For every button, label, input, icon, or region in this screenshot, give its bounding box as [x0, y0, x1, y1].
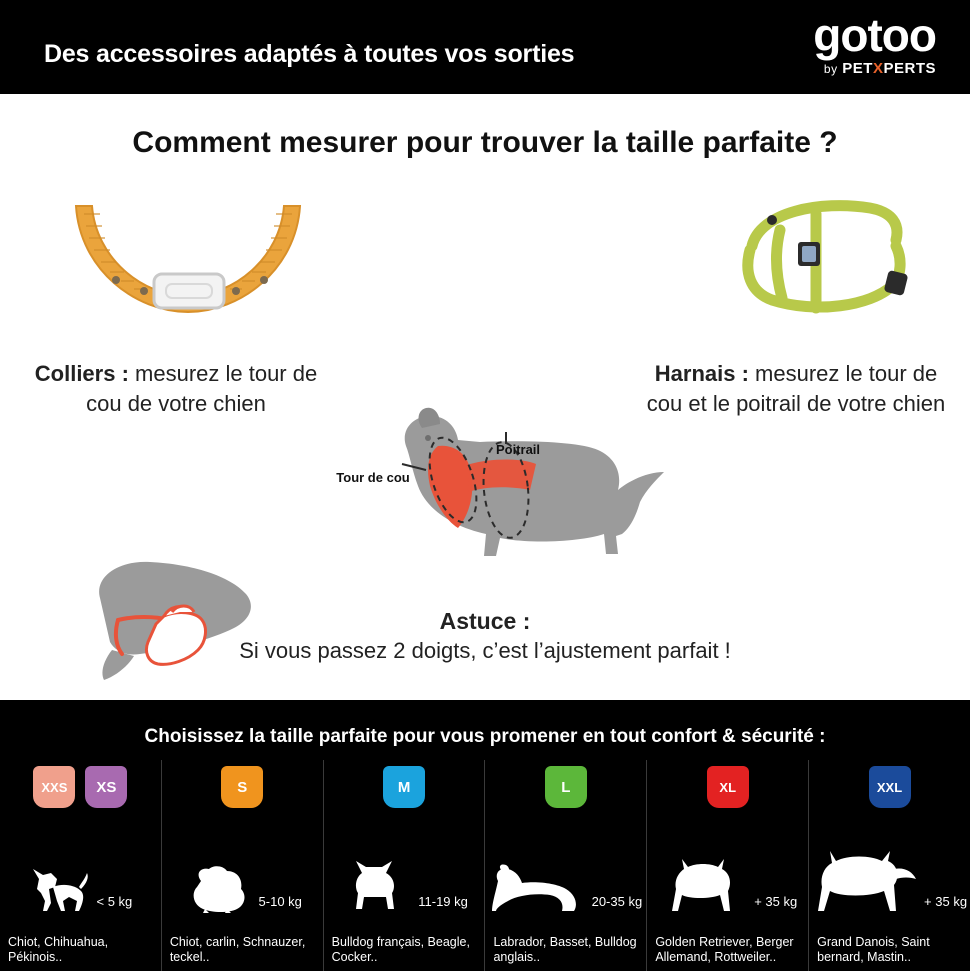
size-column-xxs-xs: [0, 760, 162, 971]
chihuahua-silhouette-icon: [29, 867, 91, 913]
dog-silhouette-row: [324, 859, 485, 913]
harness-caption-text: mesurez le tour de cou et le poitrail de votre chien: [646, 361, 946, 416]
breeds-l: Labrador, Basset, Bulldog anglais..: [493, 935, 637, 964]
rottweiler-silhouette-icon: [658, 857, 748, 913]
chest-measure-label: Poitrail: [495, 442, 541, 457]
tip-text: Si vous passez 2 doigts, c’est l’ajustement parfait !: [239, 638, 731, 663]
badge-group: [647, 766, 808, 808]
collar-caption-bold: Colliers :: [34, 361, 129, 386]
size-column-l: [485, 760, 647, 971]
weight-range-xxl: + 35 kg: [924, 894, 968, 909]
logo-wordmark: gotoo: [813, 9, 936, 61]
tip-block: [120, 606, 850, 666]
badge-group: [809, 766, 970, 808]
harness-illustration: [720, 194, 920, 324]
badge-group: [162, 766, 323, 808]
breeds-xl: Golden Retriever, Berger Allemand, Rottweiler..: [655, 935, 794, 964]
dog-silhouette-row: [0, 867, 161, 913]
weight-range-xl: + 35 kg: [754, 894, 798, 909]
size-badge-xxs: XXS: [33, 766, 75, 808]
brand-logo: [813, 9, 936, 77]
size-column-xxl: [809, 760, 970, 971]
logo-by-text: by: [823, 62, 838, 76]
collar-caption: [26, 359, 326, 419]
weight-range-m: 11-19 kg: [418, 894, 468, 909]
tip-title: Astuce :: [439, 608, 531, 634]
labrador-silhouette-icon: [490, 863, 586, 913]
badge-group: [485, 766, 646, 808]
banner-title: Des accessoires adaptés à toutes vos sorties: [44, 40, 575, 68]
page-title: Comment mesurer pour trouver la taille parfaite ?: [132, 126, 838, 159]
size-chart-section: [0, 700, 970, 971]
main-section: [0, 94, 970, 700]
size-column-xl: [647, 760, 809, 971]
badge-group: [0, 766, 161, 808]
french-bulldog-silhouette-icon: [340, 859, 412, 913]
logo-brand-part1: PET: [842, 60, 873, 77]
weight-range-l: 20-35 kg: [591, 894, 643, 909]
neck-measure-label: Tour de cou: [336, 470, 410, 485]
breeds-m: Bulldog français, Beagle, Cocker..: [331, 935, 470, 964]
collar-caption-text: mesurez le tour de cou de votre chien: [86, 361, 318, 416]
weight-range-xxs-xs: < 5 kg: [96, 894, 133, 909]
dog-silhouette-row: [809, 851, 970, 913]
great-dane-silhouette-icon: [812, 851, 918, 913]
size-columns: [0, 760, 970, 971]
size-badge-xs: XS: [85, 766, 127, 808]
collar-illustration: [58, 192, 318, 332]
size-column-m: [324, 760, 486, 971]
top-banner: [0, 0, 970, 94]
badge-group: [324, 766, 485, 808]
size-badge-s: S: [221, 766, 263, 808]
size-badge-m: M: [383, 766, 425, 808]
breeds-xxl: Grand Danois, Saint bernard, Mastin..: [817, 935, 930, 964]
dog-silhouette-row: [162, 865, 323, 913]
pomeranian-silhouette-icon: [183, 865, 253, 913]
logo-subtitle: [813, 60, 936, 77]
logo-brand-x: X: [872, 60, 884, 77]
size-badge-xxl: XXL: [869, 766, 911, 808]
size-badge-xl: XL: [707, 766, 749, 808]
logo-brand-part2: PERTS: [883, 60, 936, 77]
breeds-xxs-xs: Chiot, Chihuahua, Pékinois..: [8, 935, 109, 964]
size-chart-title: Choisissez la taille parfaite pour vous promener en tout confort & sécurité :: [144, 726, 826, 747]
harness-caption-bold: Harnais :: [654, 361, 749, 386]
harness-caption: [646, 359, 946, 419]
dog-measure-illustration: [330, 394, 690, 584]
size-column-s: [162, 760, 324, 971]
dog-silhouette-row: [485, 863, 646, 913]
breeds-s: Chiot, carlin, Schnauzer, teckel..: [169, 935, 306, 964]
size-badge-l: L: [545, 766, 587, 808]
dog-silhouette-row: [647, 857, 808, 913]
weight-range-s: 5-10 kg: [258, 894, 302, 909]
